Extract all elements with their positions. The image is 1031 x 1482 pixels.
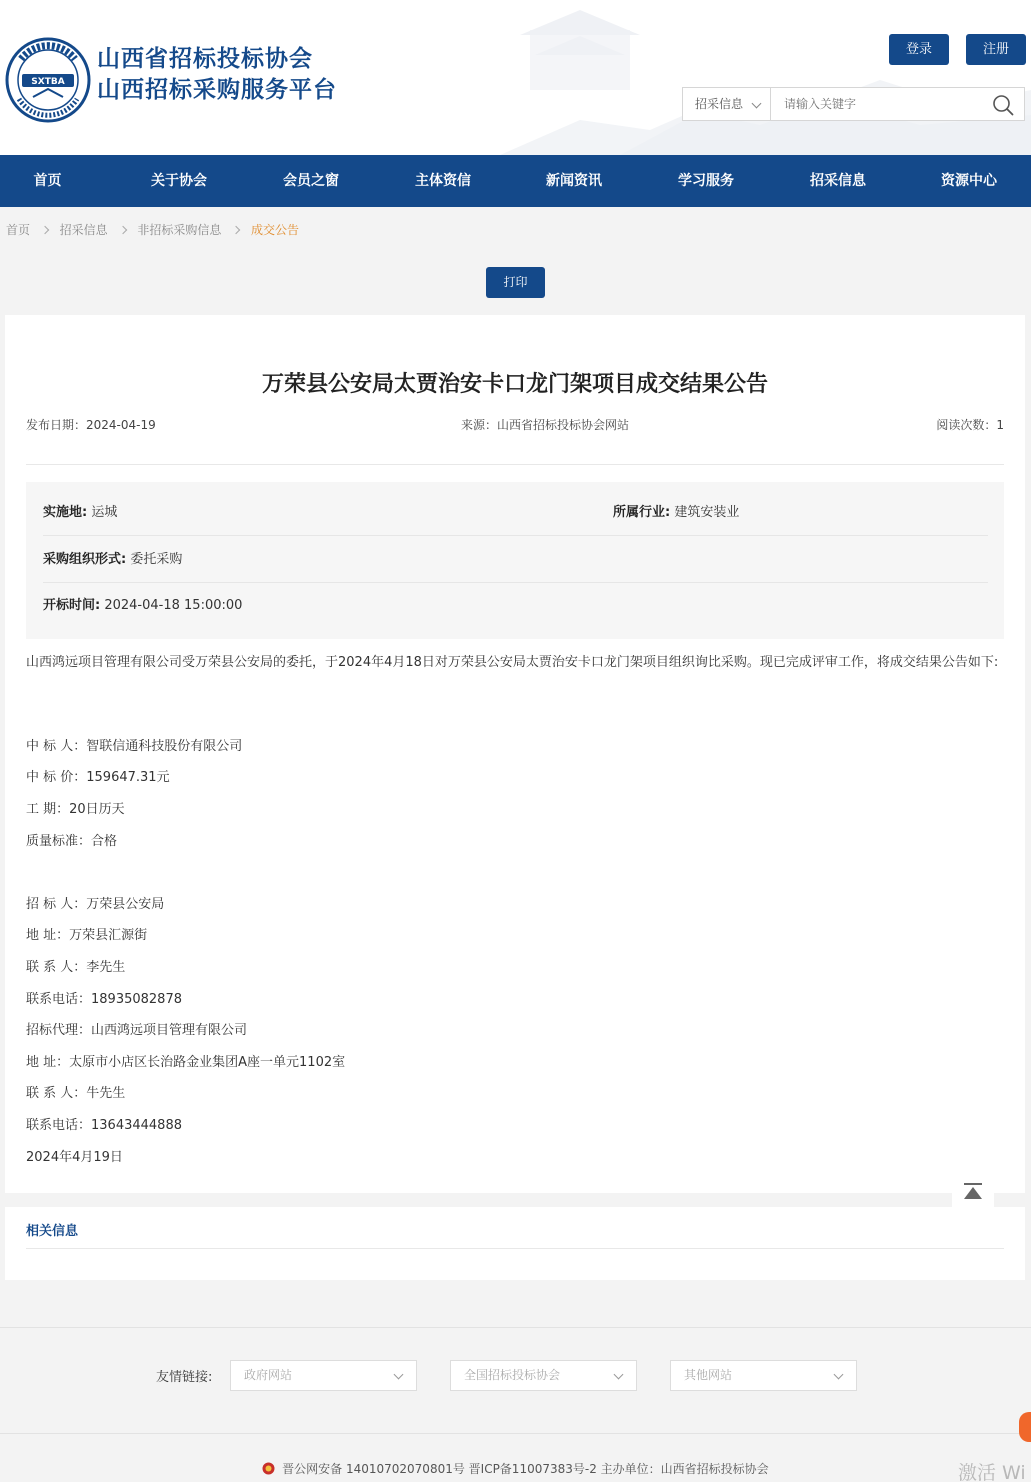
nav-item-about[interactable]: 关于协会 bbox=[151, 173, 207, 189]
breadcrumb-home[interactable]: 首页 bbox=[6, 222, 31, 237]
back-to-top-button[interactable] bbox=[952, 1172, 994, 1212]
search-category-label: 招采信息 bbox=[695, 97, 744, 111]
site-title-line2: 山西招标采购服务平台 bbox=[97, 77, 337, 103]
chevron-down-icon bbox=[394, 1370, 404, 1380]
divider bbox=[26, 464, 1004, 465]
chevron-right-icon bbox=[41, 225, 49, 233]
article-intro: 山西鸿远项目管理有限公司受万荣县公安局的委托，于2024年4月18日对万荣县公安局太贾治安卡口龙门架项目组织询比采购。现已完成评审工作，将成交结果公告如下: bbox=[26, 655, 999, 670]
breadcrumb bbox=[6, 220, 299, 238]
breadcrumb-non-tender[interactable]: 非招标采购信息 bbox=[137, 222, 222, 237]
chevron-right-icon bbox=[232, 225, 240, 233]
org-form-value: 委托采购 bbox=[130, 552, 183, 567]
chevron-down-icon bbox=[834, 1370, 844, 1380]
industry-field bbox=[613, 490, 739, 536]
national-association-select[interactable] bbox=[450, 1360, 637, 1391]
article-panel bbox=[5, 315, 1025, 1193]
print-button[interactable]: 打印 bbox=[486, 267, 545, 298]
search-bar bbox=[682, 87, 1025, 121]
open-time-label: 开标时间: bbox=[43, 598, 101, 613]
site-header bbox=[0, 0, 1031, 155]
divider bbox=[26, 1248, 1004, 1249]
other-sites-select-value: 其他网站 bbox=[684, 1368, 733, 1382]
footer-divider bbox=[0, 1327, 1031, 1328]
tenderer-contact-line: 联 系 人：李先生 bbox=[26, 960, 126, 975]
nav-item-procurement[interactable]: 招采信息 bbox=[810, 173, 866, 189]
search-icon[interactable] bbox=[992, 94, 1014, 116]
friendly-links-label: 友情链接: bbox=[156, 1370, 213, 1385]
related-info-title: 相关信息 bbox=[26, 1224, 79, 1239]
sxtba-logo bbox=[5, 37, 91, 123]
agent-contact-line: 联 系 人：牛先生 bbox=[26, 1086, 126, 1101]
footer-divider bbox=[0, 1433, 1031, 1434]
info-row-location bbox=[43, 490, 988, 536]
police-badge-icon bbox=[262, 1462, 275, 1475]
industry-label: 所属行业: bbox=[613, 505, 671, 520]
winner-line: 中 标 人：智联信通科技股份有限公司 bbox=[26, 739, 243, 754]
site-title bbox=[97, 44, 337, 106]
agent-line: 招标代理：山西鸿远项目管理有限公司 bbox=[26, 1023, 248, 1038]
site-title-line1: 山西省招标投标协会 bbox=[97, 46, 313, 72]
activation-watermark: 激活 Wi bbox=[958, 1462, 1026, 1482]
article-title: 万荣县公安局太贾治安卡口龙门架项目成交结果公告 bbox=[261, 372, 768, 397]
svg-text:SXTBA: SXTBA bbox=[31, 77, 65, 87]
quality-line: 质量标准：合格 bbox=[26, 834, 118, 849]
nav-item-resources[interactable]: 资源中心 bbox=[941, 173, 997, 189]
copyright-text: 晋公网安备 14010702070801号 晋ICP备11007383号-2 主办单位：山西省招标投标协会 bbox=[282, 1462, 769, 1476]
related-info-panel bbox=[5, 1207, 1025, 1280]
announcement-date: 2024年4月19日 bbox=[26, 1150, 123, 1165]
nav-item-home[interactable]: 首页 bbox=[33, 173, 62, 189]
nav-item-credit[interactable]: 主体资信 bbox=[415, 173, 471, 189]
agent-phone-line: 联系电话：13643444888 bbox=[26, 1118, 182, 1133]
arrow-up-icon bbox=[963, 1182, 983, 1202]
main-nav bbox=[0, 155, 1031, 207]
industry-value: 建筑安装业 bbox=[674, 505, 740, 520]
gov-sites-select-value: 政府网站 bbox=[244, 1368, 293, 1382]
pavilion-background-image bbox=[500, 0, 1031, 155]
org-form-label: 采购组织形式: bbox=[43, 552, 127, 567]
breadcrumb-procurement[interactable]: 招采信息 bbox=[59, 222, 108, 237]
view-count: 阅读次数：1 bbox=[936, 418, 1004, 432]
gov-sites-select[interactable] bbox=[230, 1360, 417, 1391]
chevron-down-icon bbox=[752, 99, 762, 109]
nav-item-learning[interactable]: 学习服务 bbox=[678, 173, 734, 189]
period-line: 工 期：20日历天 bbox=[26, 802, 125, 817]
article-source: 来源：山西省招标投标协会网站 bbox=[461, 418, 630, 432]
copyright-line bbox=[0, 1460, 1031, 1477]
publish-date: 发布日期：2024-04-19 bbox=[26, 418, 156, 432]
chevron-down-icon bbox=[614, 1370, 624, 1380]
register-button[interactable]: 注册 bbox=[966, 34, 1026, 65]
chevron-right-icon bbox=[118, 225, 126, 233]
side-float-badge[interactable] bbox=[1019, 1412, 1031, 1442]
info-row-org bbox=[43, 537, 988, 583]
nav-item-members[interactable]: 会员之窗 bbox=[283, 173, 339, 189]
info-row-open-time bbox=[43, 583, 988, 629]
other-sites-select[interactable] bbox=[670, 1360, 857, 1391]
open-time-value: 2024-04-18 15:00:00 bbox=[104, 598, 243, 613]
tenderer-phone-line: 联系电话：18935082878 bbox=[26, 992, 182, 1007]
project-info-box bbox=[26, 482, 1004, 639]
agent-address-line: 地 址：太原市小店区长治路金业集团A座一单元1102室 bbox=[26, 1055, 346, 1070]
national-association-select-value: 全国招标投标协会 bbox=[464, 1368, 561, 1382]
location-label: 实施地: bbox=[43, 505, 88, 520]
login-button[interactable]: 登录 bbox=[889, 34, 949, 65]
price-line: 中 标 价：159647.31元 bbox=[26, 770, 170, 785]
tenderer-line: 招 标 人：万荣县公安局 bbox=[26, 897, 165, 912]
nav-item-news[interactable]: 新闻资讯 bbox=[546, 173, 602, 189]
breadcrumb-current: 成交公告 bbox=[251, 222, 300, 237]
search-input[interactable] bbox=[772, 88, 982, 120]
search-category-select[interactable] bbox=[683, 88, 771, 120]
tenderer-address-line: 地 址：万荣县汇源街 bbox=[26, 928, 148, 943]
location-value: 运城 bbox=[91, 505, 118, 520]
